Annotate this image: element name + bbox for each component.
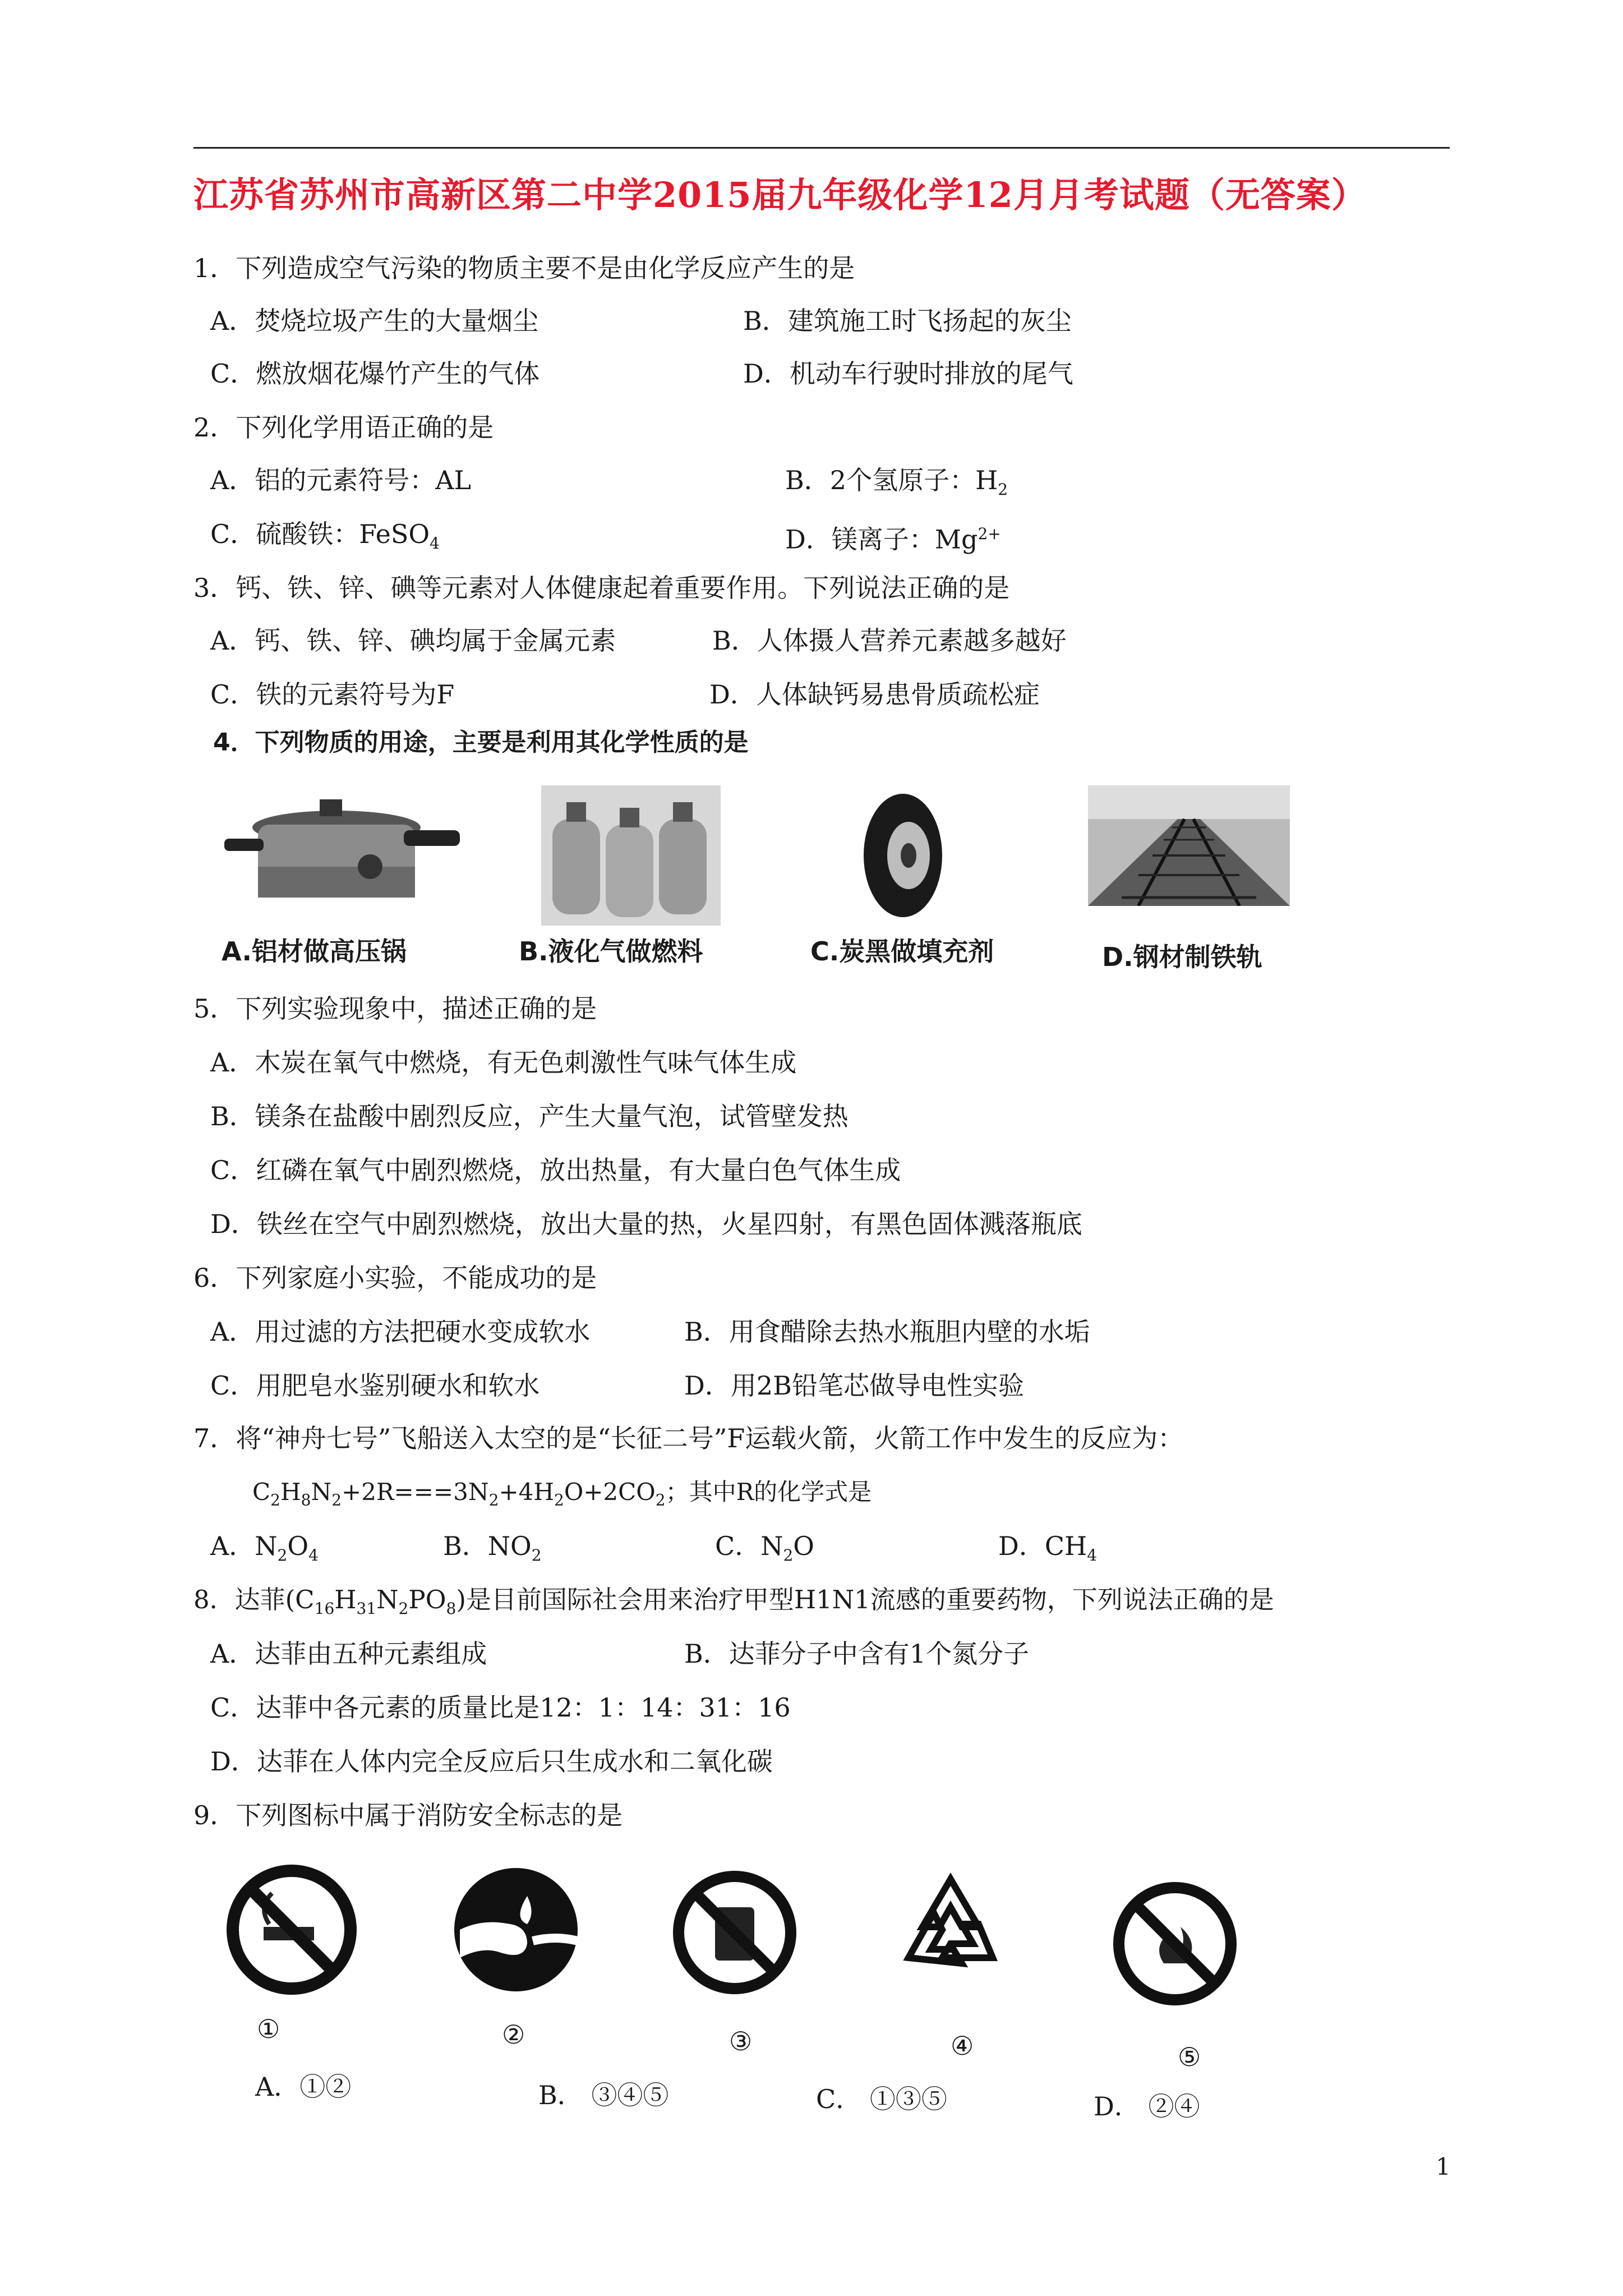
q5-option-d: D．铁丝在空气中剧烈燃烧，放出大量的热，火星四射，有黑色固体溅落瓶底 bbox=[210, 1209, 1082, 1239]
sign-number-1: ① bbox=[257, 2014, 280, 2044]
q1-option-a: A．焚烧垃圾产生的大量烟尘 bbox=[210, 306, 539, 336]
q7-option-b: B．$NO_2$ bbox=[443, 1531, 542, 1565]
q4-option-a: A.铝材做高压锅 bbox=[222, 936, 407, 967]
pressure-cooker-image bbox=[219, 788, 465, 923]
q5-option-b: B．镁条在盐酸中剧烈反应，产生大量气泡，试管壁发热 bbox=[210, 1101, 849, 1131]
q6-stem: 6．下列家庭小实验，不能成功的是 bbox=[193, 1263, 597, 1293]
q4-option-c: C.炭黑做填充剂 bbox=[810, 936, 994, 967]
q9-option-c: C． ①③⑤ bbox=[816, 2084, 947, 2114]
q1-option-c: C．燃放烟花爆竹产生的气体 bbox=[210, 358, 540, 389]
page-number: 1 bbox=[1436, 2153, 1451, 2180]
q8-option-b: B．达菲分子中含有1个氮分子 bbox=[684, 1639, 1030, 1669]
q6-option-b: B．用食醋除去热水瓶胆内壁的水垢 bbox=[684, 1317, 1090, 1347]
q6-option-a: A．用过滤的方法把硬水变成软水 bbox=[210, 1317, 591, 1347]
q5-stem: 5．下列实验现象中，描述正确的是 bbox=[193, 993, 597, 1024]
q4-option-d: D.钢材制铁轨 bbox=[1102, 942, 1262, 972]
q6-option-d: D．用2B铅笔芯做导电性实验 bbox=[684, 1370, 1024, 1401]
q2-option-a: A．铝的元素符号：AL bbox=[210, 465, 471, 495]
q7-option-c: C．$N_2O$ bbox=[715, 1531, 814, 1565]
q7-option-a: A．$N_2O_4$ bbox=[210, 1531, 319, 1565]
tire-image bbox=[858, 785, 948, 926]
no-smoking-sign-icon bbox=[224, 1862, 359, 1997]
q6-option-c: C．用肥皂水鉴别硬水和软水 bbox=[210, 1370, 540, 1401]
q3-option-c: C．铁的元素符号为F bbox=[210, 679, 455, 710]
q4-option-b: B.液化气做燃料 bbox=[519, 936, 703, 967]
q9-stem: 9．下列图标中属于消防安全标志的是 bbox=[193, 1800, 623, 1830]
q4-stem: 4．下列物质的用途，主要是利用其化学性质的是 bbox=[213, 728, 749, 757]
sign-number-5: ⑤ bbox=[1178, 2042, 1201, 2072]
q3-stem: 3．钙、铁、锌、碘等元素对人体健康起着重要作用。下列说法正确的是 bbox=[193, 573, 1010, 603]
page-title: 江苏省苏州市高新区第二中学2015届九年级化学12月月考试题（无答案） bbox=[193, 174, 1367, 215]
rail-track-image bbox=[1088, 785, 1290, 906]
q2-stem: 2．下列化学用语正确的是 bbox=[193, 412, 494, 443]
header-rule bbox=[193, 147, 1450, 149]
q9-option-b: B． ③④⑤ bbox=[538, 2080, 669, 2110]
gas-cylinders-image bbox=[541, 785, 721, 926]
q5-option-c: C．红磷在氧气中剧烈燃烧，放出热量，有大量白色气体生成 bbox=[210, 1155, 901, 1185]
q8-option-a: A．达菲由五种元素组成 bbox=[210, 1639, 487, 1669]
sign-number-2: ② bbox=[502, 2019, 525, 2050]
q8-option-c: C．达菲中各元素的质量比是12：1：14：31：16 bbox=[210, 1692, 791, 1723]
q8-option-d: D．达菲在人体内完全反应后只生成水和二氧化碳 bbox=[210, 1746, 773, 1777]
q9-option-a: A．①② bbox=[255, 2072, 352, 2102]
q2-option-b: B．2个氢原子：$H_2$ bbox=[785, 465, 1008, 499]
q3-option-d: D．人体缺钙易患骨质疏松症 bbox=[709, 679, 1040, 710]
no-flammables-sign-icon bbox=[670, 1868, 799, 1997]
q3-option-b: B．人体摄人营养元素越多越好 bbox=[712, 625, 1067, 656]
q5-option-a: A．木炭在氧气中燃烧，有无色刺激性气味气体生成 bbox=[210, 1047, 797, 1078]
water-saving-sign-icon bbox=[449, 1862, 583, 1997]
q9-option-d: D． ②④ bbox=[1094, 2091, 1200, 2122]
sign-number-4: ④ bbox=[951, 2031, 974, 2061]
q1-option-b: B．建筑施工时飞扬起的灰尘 bbox=[743, 306, 1072, 336]
q8-stem: 8．达菲$(C_{16}H_{31}N_2PO_8)$是目前国际社会用来治疗甲型H1N1流感的重要药物，下列说法正确的是 bbox=[193, 1585, 1274, 1618]
q7-equation: $C_2H_8N_2+2R===3N_2+4H_2O+2CO_2$；其中R的化学式是 bbox=[252, 1478, 872, 1510]
q7-option-d: D．$CH_4$ bbox=[998, 1531, 1098, 1565]
q1-stem: 1．下列造成空气污染的物质主要不是由化学反应产生的是 bbox=[193, 253, 855, 283]
recycle-sign-icon bbox=[886, 1868, 1015, 1997]
no-fire-sign-icon bbox=[1110, 1879, 1239, 2008]
q1-option-d: D．机动车行驶时排放的尾气 bbox=[743, 358, 1073, 389]
sign-number-3: ③ bbox=[729, 2026, 753, 2056]
q2-option-d: D．镁离子：$Mg^{2+}$ bbox=[785, 524, 1001, 555]
q2-option-c: C．硫酸铁：FeSO$_4$ bbox=[210, 519, 440, 553]
q3-option-a: A．钙、铁、锌、碘均属于金属元素 bbox=[210, 625, 616, 656]
q7-stem: 7．将“神舟七号”飞船送入太空的是“长征二号”F运载火箭，火箭工作中发生的反应为： bbox=[193, 1423, 1184, 1453]
